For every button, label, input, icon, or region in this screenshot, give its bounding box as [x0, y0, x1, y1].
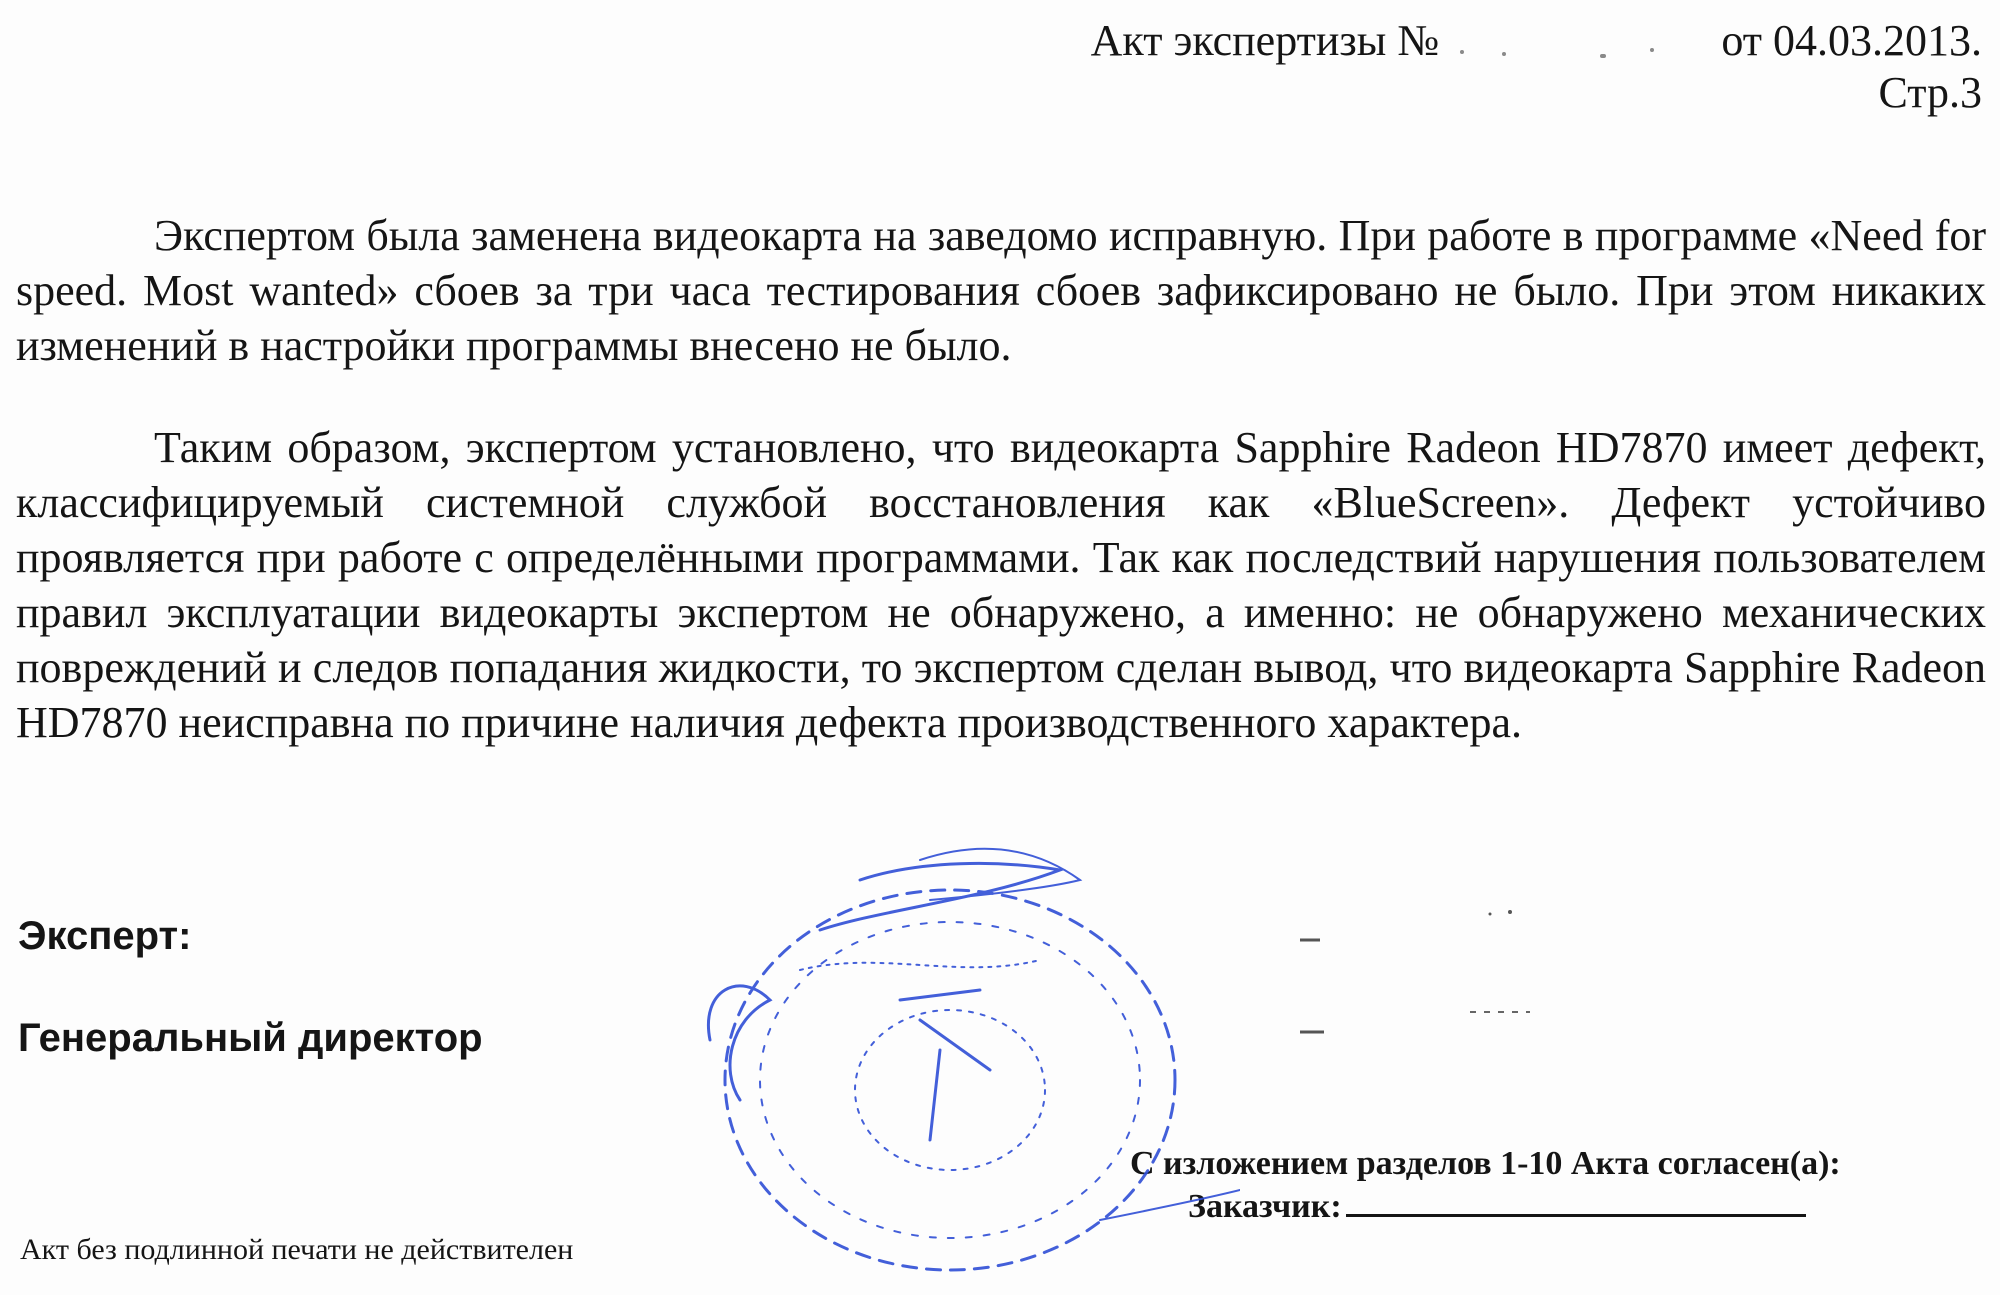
paragraph-conclusion: Таким образом, экспертом установлено, что видеокарта Sapphire Radeon HD7870 имеет дефект, классифицируемый системной службой восстановления как «BlueScreen». Дефект устойчиво проявляется при работе с определёнными программами. Так как последствий нарушения пользователем правил эксплуатации видеокарты экспертом не обнаружено, а именно: не обнаружено механических повреждений и следов попадания жидкости, то экспертом сделан вывод, что видеокарта Sapphire Radeon HD7870 неисправна по причине наличия дефекта производственного характера. [16, 423, 1986, 747]
director-label: Генеральный директор [18, 1016, 483, 1060]
expert-label: Эксперт: [18, 914, 192, 958]
redacted-names [1290, 900, 1550, 1040]
company-stamp-icon [680, 840, 1240, 1280]
signature-underline [1346, 1186, 1806, 1217]
customer-signature-line [1188, 1186, 1806, 1227]
act-header [1091, 14, 1982, 68]
validity-notice: Акт без подлинной печати не действителен [20, 1233, 574, 1266]
paragraph-replacement-test: Экспертом была заменена видеокарта на заведомо исправную. При работе в программе «Need for speed. Most wanted» сбоев за три часа тестирования сбоев зафиксировано не было. При этом никаких изменений в настройки программы внесено не было. [16, 211, 1986, 370]
page-number: Стр.3 [1878, 68, 1982, 117]
customer-label: Заказчик: [1188, 1188, 1342, 1225]
redacted-act-number [1450, 30, 1710, 60]
act-date: от 04.03.2013. [1721, 16, 1982, 65]
act-title: Акт экспертизы № [1090, 16, 1440, 65]
agreement-text: С изложением разделов 1-10 Акта согласен(а): [1130, 1145, 1841, 1182]
